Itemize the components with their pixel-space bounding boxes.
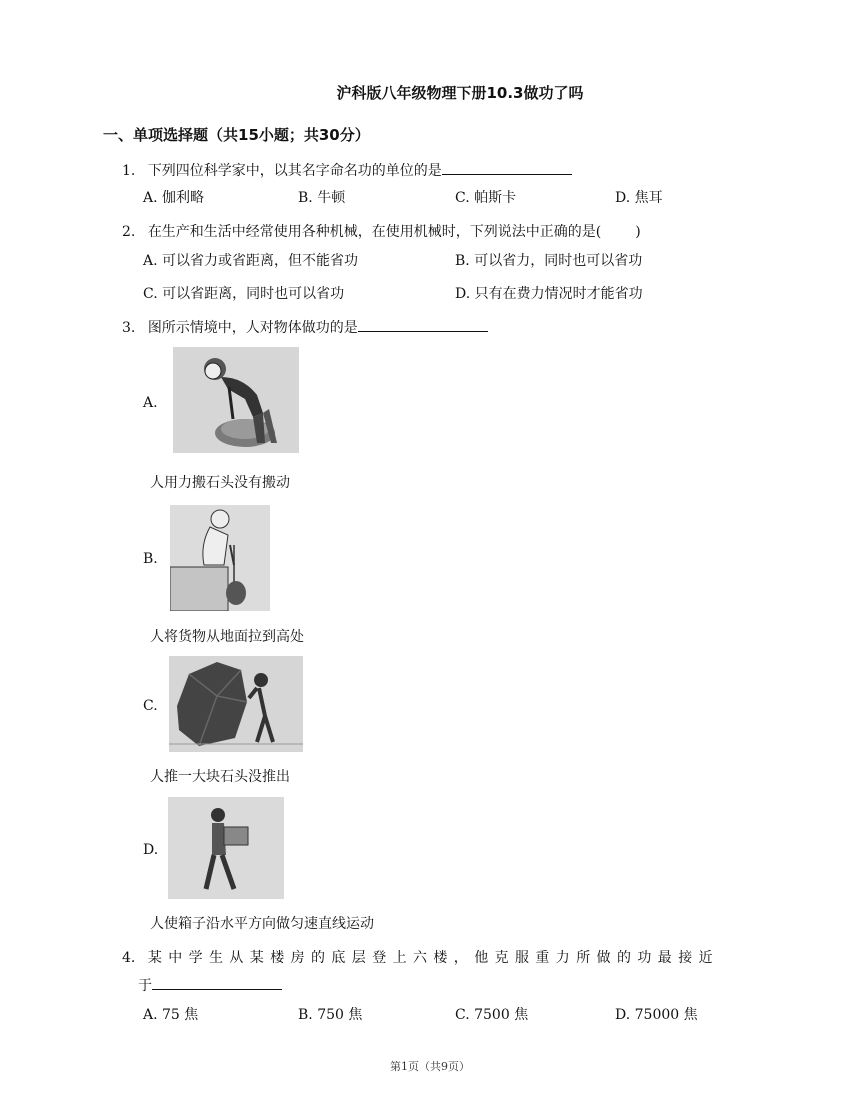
option-b: B. 750 焦: [298, 1007, 363, 1023]
person-pulling-cargo-image: [170, 505, 270, 611]
option-d: D. 焦耳: [615, 190, 663, 206]
answer-blank[interactable]: [152, 975, 282, 990]
option-a-letter: A.: [143, 395, 158, 411]
option-b: B. 可以省力，同时也可以省功: [455, 253, 643, 269]
bracket-close: ): [635, 224, 641, 240]
answer-blank[interactable]: [358, 317, 488, 332]
section-heading: 一、单项选择题（共15小题；共30分）: [103, 126, 370, 144]
option-a: A. 伽利略: [143, 190, 205, 206]
option-c: C. 7500 焦: [455, 1007, 529, 1023]
question-number: 3.: [122, 320, 136, 336]
question-number: 4.: [122, 950, 136, 966]
person-pushing-boulder-image: [169, 656, 303, 752]
document-title: 沪科版八年级物理下册10.3做功了吗: [336, 84, 584, 102]
question-stem: 在生产和生活中经常使用各种机械，在使用机械时，下列说法中正确的是(: [147, 224, 602, 240]
person-carrying-box-image: [168, 797, 284, 899]
question-1: [122, 160, 572, 180]
answer-blank[interactable]: [442, 160, 572, 175]
question-number: 2.: [122, 224, 136, 240]
question-stem: 图所示情境中，人对物体做功的是: [147, 320, 358, 336]
question-stem: 某中学生从某楼房的底层登上六楼，他克服重力所做的功最接近: [147, 950, 720, 966]
option-d: D. 75000 焦: [615, 1007, 698, 1023]
question-stem-continued: 于: [138, 978, 152, 994]
option-d: D. 只有在费力情况时才能省功: [455, 286, 643, 302]
question-stem: 下列四位科学家中，以其名字命名功的单位的是: [147, 163, 442, 179]
option-c-letter: C.: [143, 698, 158, 714]
question-4-line2: [138, 975, 282, 995]
option-d-letter: D.: [143, 842, 159, 858]
option-b: B. 牛顿: [298, 190, 346, 206]
option-b-letter: B.: [143, 551, 158, 567]
option-b-caption: 人将货物从地面拉到高处: [150, 629, 304, 645]
person-lifting-rock-image: [173, 347, 299, 453]
option-a: A. 75 焦: [143, 1007, 199, 1023]
option-c: C. 可以省距离，同时也可以省功: [143, 286, 345, 302]
option-d-caption: 人使箱子沿水平方向做匀速直线运动: [150, 916, 374, 932]
option-c: C. 帕斯卡: [455, 190, 517, 206]
question-3: [122, 317, 488, 337]
option-c-caption: 人推一大块石头没推出: [150, 769, 290, 785]
question-4: [122, 947, 719, 967]
option-a: A. 可以省力或省距离，但不能省功: [143, 253, 359, 269]
page-footer: 第1页（共9页）: [390, 1060, 470, 1073]
question-2: [122, 221, 641, 241]
question-number: 1.: [122, 163, 136, 179]
option-a-caption: 人用力搬石头没有搬动: [150, 475, 290, 491]
